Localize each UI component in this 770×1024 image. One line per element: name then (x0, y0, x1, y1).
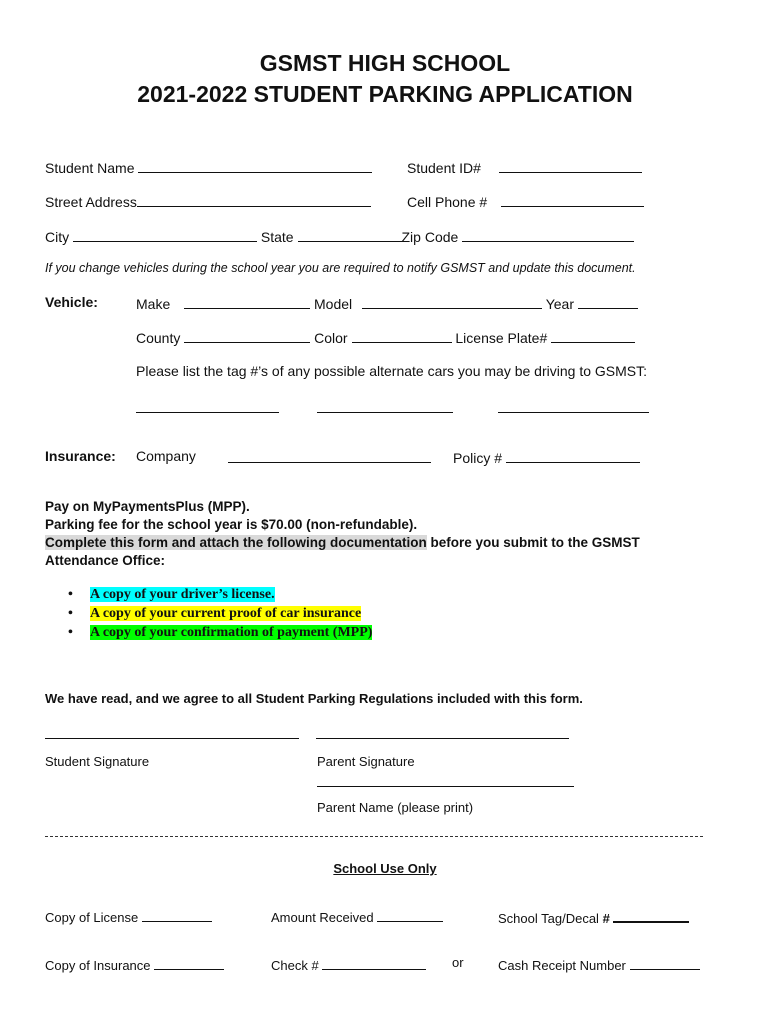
bullet-icon: • (68, 625, 73, 640)
city-line[interactable] (73, 227, 257, 242)
make-label: Make (136, 296, 171, 312)
model-line[interactable] (362, 294, 542, 309)
student-name-line[interactable] (138, 158, 372, 173)
vehicle-row-2[interactable] (136, 328, 635, 346)
parent-name-line[interactable] (317, 786, 574, 787)
student-signature-label: Student Signature (45, 754, 150, 769)
year-line[interactable] (578, 294, 638, 309)
amount-received-label: Amount Received (271, 910, 374, 925)
city-label: City (45, 229, 70, 245)
alternate-tag-line-3[interactable] (498, 398, 649, 413)
school-tag-line[interactable] (613, 907, 689, 923)
license-plate-label: License Plate# (455, 330, 548, 346)
list-item (68, 605, 361, 623)
parent-name-label: Parent Name (please print) (317, 800, 474, 815)
city-state-zip-row[interactable] (45, 227, 634, 245)
copy-of-insurance-label: Copy of Insurance (45, 958, 151, 973)
cell-phone-field[interactable] (407, 192, 644, 210)
parent-signature-label: Parent Signature (317, 754, 415, 769)
bullet-icon: • (68, 606, 73, 621)
policy-field[interactable] (453, 448, 640, 466)
doc-payment: A copy of your confirmation of payment (MPP) (90, 625, 373, 640)
make-line[interactable] (184, 294, 310, 309)
model-label: Model (314, 296, 353, 312)
vehicle-change-notice: If you change vehicles during the school year you are required to notify GSMST and update this document. (45, 261, 636, 275)
school-tag-field[interactable] (498, 907, 689, 926)
payment-line-2: Parking fee for the school year is $70.00 (non-refundable). (45, 517, 418, 532)
insurance-company-line[interactable] (228, 448, 431, 463)
amount-received-field[interactable] (271, 907, 443, 925)
school-tag-hash: # (602, 911, 610, 926)
student-id-line[interactable] (499, 158, 642, 173)
county-line[interactable] (184, 328, 310, 343)
agreement-statement: We have read, and we agree to all Student Parking Regulations included with this form. (45, 691, 583, 706)
student-name-field[interactable] (45, 158, 372, 176)
check-number-label: Check # (271, 958, 319, 973)
cash-receipt-line[interactable] (630, 955, 700, 970)
or-text: or (452, 955, 464, 970)
school-tag-label: School Tag/Decal (498, 911, 599, 926)
color-line[interactable] (352, 328, 452, 343)
zip-line[interactable] (462, 227, 634, 242)
doc-license: A copy of your driver’s license. (90, 587, 275, 602)
copy-of-insurance-line[interactable] (154, 955, 224, 970)
list-item (68, 586, 275, 604)
payment-line-4: Attendance Office: (45, 553, 166, 568)
color-label: Color (314, 330, 348, 346)
policy-line[interactable] (506, 448, 640, 463)
county-label: County (136, 330, 181, 346)
student-signature-line[interactable] (45, 738, 299, 739)
insurance-heading: Insurance: (45, 448, 116, 464)
student-id-label: Student ID# (407, 160, 481, 176)
payment-line-3-rest: before you submit to the GSMST (426, 535, 640, 550)
street-address-field[interactable] (45, 192, 371, 210)
cash-receipt-field[interactable] (498, 955, 700, 973)
school-use-heading: School Use Only (333, 861, 437, 876)
payment-line-3-highlight: Complete this form and attach the following documentation (45, 535, 427, 550)
parent-signature-line[interactable] (316, 738, 569, 739)
doc-insurance: A copy of your current proof of car insurance (90, 606, 362, 621)
state-line[interactable] (298, 227, 402, 242)
insurance-company-label: Company (136, 448, 196, 464)
alternate-tag-line-1[interactable] (136, 398, 279, 413)
vehicle-heading: Vehicle: (45, 294, 98, 310)
payment-line-3 (45, 535, 640, 550)
alternate-cars-note: Please list the tag #’s of any possible alternate cars you may be driving to GSMST: (136, 363, 647, 379)
student-name-label: Student Name (45, 160, 135, 176)
year-label: Year (545, 296, 574, 312)
alternate-tag-line-2[interactable] (317, 398, 453, 413)
student-id-field[interactable] (407, 158, 642, 176)
state-label: State (260, 229, 294, 245)
cut-line-divider (45, 836, 703, 837)
title-line-1: GSMST HIGH SCHOOL (259, 50, 511, 76)
street-address-line[interactable] (137, 192, 371, 207)
check-number-field[interactable] (271, 955, 426, 973)
cell-phone-line[interactable] (501, 192, 644, 207)
cash-receipt-label: Cash Receipt Number (498, 958, 626, 973)
zip-label: Zip Code (401, 229, 459, 245)
policy-label: Policy # (453, 450, 503, 466)
copy-of-license-line[interactable] (142, 907, 212, 922)
street-address-label: Street Address (45, 194, 137, 210)
cell-phone-label: Cell Phone # (407, 194, 488, 210)
bullet-icon: • (68, 587, 73, 602)
vehicle-row-1[interactable] (136, 294, 638, 312)
amount-received-line[interactable] (377, 907, 443, 922)
check-number-line[interactable] (322, 955, 426, 970)
copy-of-license-field[interactable] (45, 907, 212, 925)
copy-of-insurance-field[interactable] (45, 955, 224, 973)
payment-line-1: Pay on MyPaymentsPlus (MPP). (45, 499, 250, 514)
license-plate-line[interactable] (551, 328, 635, 343)
title-line-2: 2021-2022 STUDENT PARKING APPLICATION (137, 81, 633, 107)
list-item (68, 624, 372, 642)
copy-of-license-label: Copy of License (45, 910, 139, 925)
